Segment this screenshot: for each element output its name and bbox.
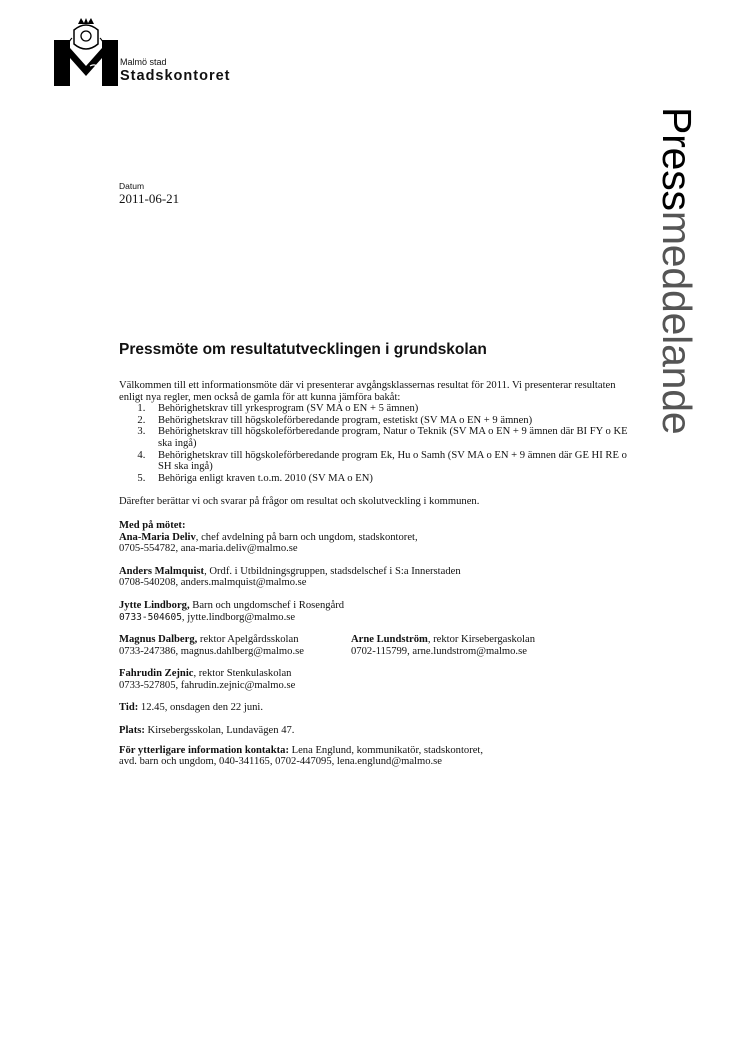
criteria-list	[119, 403, 639, 484]
place-value: Kirsebergsskolan, Lundavägen 47.	[144, 725, 295, 737]
list-item: 5. Behöriga enligt kraven t.o.m. 2010 (SV MA o EN)	[148, 473, 639, 485]
after-paragraph: Därefter berättar vi och svarar på frågor om resultat och skolutveckling i kommunen.	[119, 496, 480, 508]
time-line	[119, 702, 639, 714]
participant-role: , rektor Kirsebergaskolan	[427, 634, 535, 646]
participant-phone: 0733-504605	[119, 611, 182, 623]
participant-3	[119, 600, 639, 612]
malmo-coat-of-arms-logo	[54, 18, 118, 88]
participant-contact: 0705-554782, ana-maria.deliv@malmo.se	[119, 543, 298, 555]
date-label: Datum	[119, 181, 145, 191]
time-value: 12.45, onsdagen den 22 juni.	[138, 702, 264, 714]
press-release-body	[119, 380, 639, 768]
list-item: 1. Behörighetskrav till yrkesprogram (SV MA o EN + 5 ämnen)	[148, 403, 639, 415]
org-department: Stadskontoret	[120, 68, 231, 84]
org-city: Malmö stad	[120, 57, 167, 67]
vertical-title-part2: meddelande	[654, 210, 700, 435]
participant-4	[119, 634, 351, 657]
info-line1: Lena Englund, kommunikatör, stadskontoret,	[288, 744, 484, 756]
time-label: Tid:	[119, 702, 139, 714]
participant-contact: 0733-527805, fahrudin.zejnic@malmo.se	[119, 679, 296, 691]
participant-name: Anders Malmquist	[119, 565, 205, 577]
participant-contact: 0708-540208, anders.malmquist@malmo.se	[119, 577, 307, 589]
participant-role: rektor Apelgårdsskolan	[197, 634, 299, 646]
info-line	[119, 745, 639, 757]
info-label: För ytterligare information kontakta:	[119, 744, 289, 756]
participant-contact	[119, 612, 639, 624]
info-line2: avd. barn och ungdom, 040-341165, 0702-447095, lena.englund@malmo.se	[119, 756, 443, 768]
list-item: 2. Behörighetskrav till högskoleförberedande program, estetiskt (SV MA o EN + 9 ämnen)	[148, 415, 639, 427]
participant-role: , Ordf. i Utbildningsgruppen, stadsdelschef i S:a Innerstaden	[204, 565, 461, 577]
participant-6	[119, 668, 639, 680]
date-value: 2011-06-21	[119, 191, 180, 206]
press-release-vertical-title	[644, 107, 704, 557]
participant-name: Fahrudin Zejnic	[119, 668, 194, 680]
place-line	[119, 725, 639, 737]
participant-5	[351, 634, 535, 657]
participant-2	[119, 566, 639, 578]
participant-role: , rektor Stenkulaskolan	[193, 668, 292, 680]
intro-paragraph: Välkommen till ett informationsmöte där vi presenterar avgångsklassernas resultat för 2011. Vi presenterar resultaten enligt nya regler, men också de gamla för att kunna jämföra bakåt:	[119, 380, 616, 403]
organization-block	[120, 57, 231, 84]
participant-name: Jytte Lindborg,	[119, 599, 190, 611]
page-title: Pressmöte om resultatutvecklingen i grundskolan	[119, 341, 487, 358]
participants-two-column	[119, 634, 639, 657]
participant-role: , chef avdelning på barn och ungdom, stadskontoret,	[195, 531, 418, 543]
participant-name: Ana-Maria Deliv	[119, 531, 196, 543]
place-label: Plats:	[119, 725, 145, 737]
participant-name: Magnus Dalberg,	[119, 634, 198, 646]
participant-contact: 0702-115799, arne.lundstrom@malmo.se	[351, 645, 527, 657]
participant-1	[119, 532, 639, 544]
vertical-title-part1: Press	[654, 107, 700, 211]
participant-name: Arne Lundström	[351, 634, 428, 646]
list-item: 3. Behörighetskrav till högskoleförberedande program, Natur o Teknik (SV MA o EN + 9 ämnen där BI FY o KE ska ingå)	[148, 426, 639, 449]
list-item: 4. Behörighetskrav till högskoleförberedande program Ek, Hu o Samh (SV MA o EN + 9 ämnen där GE HI RE o SH ska ingå)	[148, 450, 639, 473]
participant-email: , jytte.lindborg@malmo.se	[181, 611, 296, 623]
date-block	[119, 181, 179, 206]
participant-contact: 0733-247386, magnus.dahlberg@malmo.se	[119, 645, 304, 657]
participants-heading: Med på mötet:	[119, 519, 186, 531]
participant-role: Barn och ungdomschef i Rosengård	[189, 599, 345, 611]
